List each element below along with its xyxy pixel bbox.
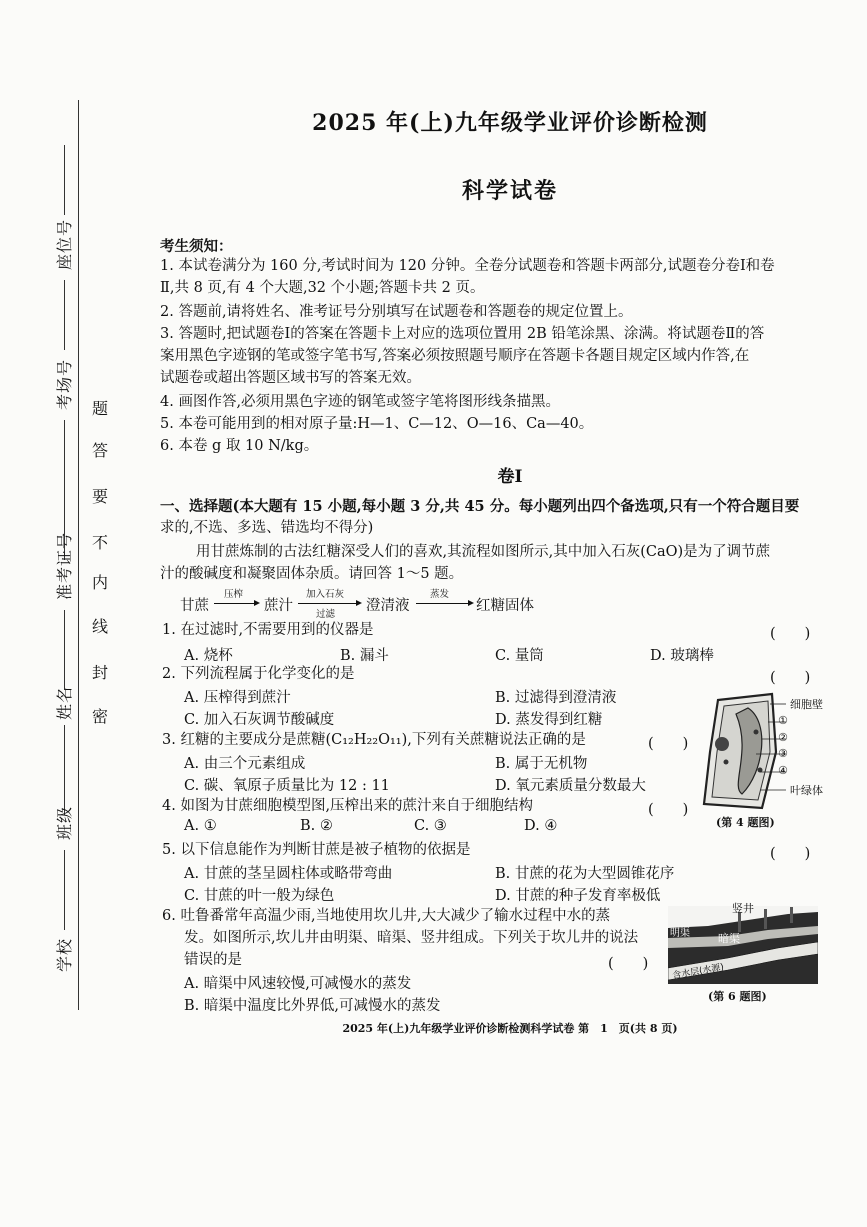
seal-char: 封 <box>92 663 109 682</box>
option-b[interactable]: B. 过滤得到澄清液 <box>495 690 617 706</box>
exam-room-blank[interactable] <box>64 280 65 350</box>
cell-label: ④ <box>778 764 788 777</box>
intro-text: 用甘蔗炼制的古法红糖深受人们的喜欢,其流程如图所示,其中加入石灰(CaO)是为了调节蔗 <box>196 544 771 560</box>
option-a[interactable]: A. 烧杯 <box>184 648 233 664</box>
option-c[interactable]: C. 碳、氧原子质量比为 12 : 11 <box>184 778 390 794</box>
option-a[interactable]: A. ① <box>184 818 217 834</box>
process-flow <box>180 588 660 618</box>
seal-char: 要 <box>92 487 109 506</box>
notice-heading: 考生须知： <box>160 238 233 255</box>
karez-label: 竖井 <box>732 902 754 915</box>
option-b[interactable]: B. 漏斗 <box>340 648 389 664</box>
exam-room-label: 考场号 <box>55 358 74 410</box>
option-d[interactable]: D. 氧元素质量分数最大 <box>495 778 646 794</box>
option-a[interactable]: A. 压榨得到蔗汁 <box>184 690 291 706</box>
seat-blank[interactable] <box>64 145 65 215</box>
flow-arrow-label: 蒸发 <box>430 589 450 600</box>
question-stem: 错误的是 <box>184 952 242 968</box>
class-blank[interactable] <box>64 725 65 815</box>
cell-label: 叶绿体 <box>790 784 823 797</box>
figure-caption: (第 6 题图) <box>708 990 767 1003</box>
flow-node: 蔗汁 <box>264 598 293 614</box>
notice-line: 2. 答题前,请将姓名、准考证号分别填写在试题卷和答题卷的规定位置上。 <box>160 304 633 320</box>
flow-node: 红糖固体 <box>476 598 534 614</box>
notice-line: 案用黑色字迹钢的笔或签字笔书写,答案必须按照题号顺序在答题卡各题目规定区域内作答,在 <box>160 348 750 364</box>
karez-label: 暗渠 <box>718 932 740 945</box>
figure-karez <box>668 902 818 1003</box>
option-d[interactable]: D. 蒸发得到红糖 <box>495 712 603 728</box>
flow-arrow <box>416 603 472 604</box>
section-heading: 一、选择题(本大题有 15 小题,每小题 3 分,共 45 分。每小题列出四个备选项,只有一个符合题目要 <box>160 498 800 515</box>
cell-label: ② <box>778 731 788 744</box>
notice-line: 5. 本卷可能用到的相对原子量:H—1、C—12、O—16、Ca—40。 <box>160 416 594 432</box>
flow-node: 澄清液 <box>366 598 410 614</box>
option-a[interactable]: A. 甘蔗的茎呈圆柱体或略带弯曲 <box>184 866 393 882</box>
flow-arrow <box>298 603 360 604</box>
question-stem: 1. 在过滤时,不需要用到的仪器是 <box>162 622 374 638</box>
intro-text: 汁的酸碱度和凝聚固体杂质。请回答 1～5 题。 <box>160 566 464 582</box>
notice-line: 6. 本卷 g 取 10 N/kg。 <box>160 438 319 454</box>
seal-char: 不 <box>92 533 109 552</box>
page-footer: 2025 年(上)九年级学业评价诊断检测科学试卷 第 1 页(共 8 页) <box>342 1022 678 1035</box>
binding-line <box>78 100 79 1010</box>
question-stem: 5. 以下信息能作为判断甘蔗是被子植物的依据是 <box>162 842 471 858</box>
name-blank[interactable] <box>64 610 65 690</box>
notice-line: 4. 画图作答,必须用黑色字迹的钢笔或签字笔将图形线条描黑。 <box>160 394 561 410</box>
question-stem: 2. 下列流程属于化学变化的是 <box>162 666 355 682</box>
answer-paren[interactable]: ( ) <box>648 736 689 752</box>
notice-line: 1. 本试卷满分为 160 分,考试时间为 120 分钟。全卷分试题卷和答题卡两部分,试题卷分卷Ⅰ和卷 <box>160 258 775 274</box>
flow-node: 甘蔗 <box>180 598 209 614</box>
option-b[interactable]: B. 甘蔗的花为大型圆锥花序 <box>495 866 675 882</box>
school-blank[interactable] <box>64 850 65 930</box>
notice-line: 试题卷或超出答题区域书写的答案无效。 <box>160 370 421 386</box>
option-c[interactable]: C. 量筒 <box>495 648 544 664</box>
page-title: 2025 年(上)九年级学业评价诊断检测 <box>312 110 708 136</box>
answer-paren[interactable]: ( ) <box>608 956 649 972</box>
flow-arrow-label: 过滤 <box>316 609 336 620</box>
option-c[interactable]: C. 加入石灰调节酸碱度 <box>184 712 335 728</box>
answer-paren[interactable]: ( ) <box>648 802 689 818</box>
answer-paren[interactable]: ( ) <box>770 846 811 862</box>
seal-char: 密 <box>92 707 109 726</box>
option-c[interactable]: C. ③ <box>414 818 447 834</box>
notice-line: 3. 答题时,把试题卷Ⅰ的答案在答题卡上对应的选项位置用 2B 铅笔涂黑、涂满。将试题卷Ⅱ的答 <box>160 326 765 342</box>
option-d[interactable]: D. 玻璃棒 <box>650 648 714 664</box>
section-heading: 求的,不选、多选、错选均不得分) <box>160 520 374 536</box>
flow-arrow <box>214 603 258 604</box>
seal-char: 线 <box>92 617 109 636</box>
seal-char: 内 <box>92 573 109 592</box>
flow-arrow-label: 压榨 <box>224 589 244 600</box>
question-stem: 4. 如图为甘蔗细胞模型图,压榨出来的蔗汁来自于细胞结构 <box>162 798 534 814</box>
name-label: 姓名 <box>55 685 74 720</box>
cell-label: ③ <box>778 747 788 760</box>
figure-cell-model <box>700 692 860 832</box>
option-d[interactable]: D. ④ <box>524 818 558 834</box>
seal-char: 题 <box>92 399 109 418</box>
answer-paren[interactable]: ( ) <box>770 626 811 642</box>
question-stem: 6. 吐鲁番常年高温少雨,当地使用坎儿井,大大减少了输水过程中水的蒸 <box>162 908 611 924</box>
option-d[interactable]: D. 甘蔗的种子发育率极低 <box>495 888 661 904</box>
flow-arrow-label: 加入石灰 <box>306 589 345 600</box>
cell-label: 细胞壁 <box>790 698 823 711</box>
option-a[interactable]: A. 暗渠中风速较慢,可减慢水的蒸发 <box>184 976 412 992</box>
section-juan: 卷Ⅰ <box>497 467 523 487</box>
option-b[interactable]: B. ② <box>300 818 333 834</box>
option-c[interactable]: C. 甘蔗的叶一般为绿色 <box>184 888 335 904</box>
notice-line: Ⅱ,共 8 页,有 4 个大题,32 个小题;答题卡共 2 页。 <box>160 280 485 296</box>
karez-label: 含水层(水源) <box>671 962 725 982</box>
class-label: 班级 <box>55 805 74 840</box>
seat-label: 座位号 <box>55 218 74 270</box>
option-a[interactable]: A. 由三个元素组成 <box>184 756 306 772</box>
figure-caption: (第 4 题图) <box>716 816 775 829</box>
cell-label: ① <box>778 714 788 727</box>
seal-char: 答 <box>92 441 109 460</box>
karez-label: 明渠 <box>670 928 690 939</box>
question-stem: 发。如图所示,坎儿井由明渠、暗渠、竖井组成。下列关于坎儿井的说法 <box>184 930 639 946</box>
school-label: 学校 <box>55 937 74 972</box>
answer-paren[interactable]: ( ) <box>770 670 811 686</box>
question-stem: 3. 红糖的主要成分是蔗糖(C₁₂H₂₂O₁₁),下列有关蔗糖说法正确的是 <box>162 732 586 748</box>
binding-strip <box>0 0 120 1227</box>
ticket-label: 准考证号 <box>55 531 74 600</box>
option-b[interactable]: B. 暗渠中温度比外界低,可减慢水的蒸发 <box>184 998 441 1014</box>
page-subtitle: 科学试卷 <box>461 178 558 204</box>
option-b[interactable]: B. 属于无机物 <box>495 756 588 772</box>
